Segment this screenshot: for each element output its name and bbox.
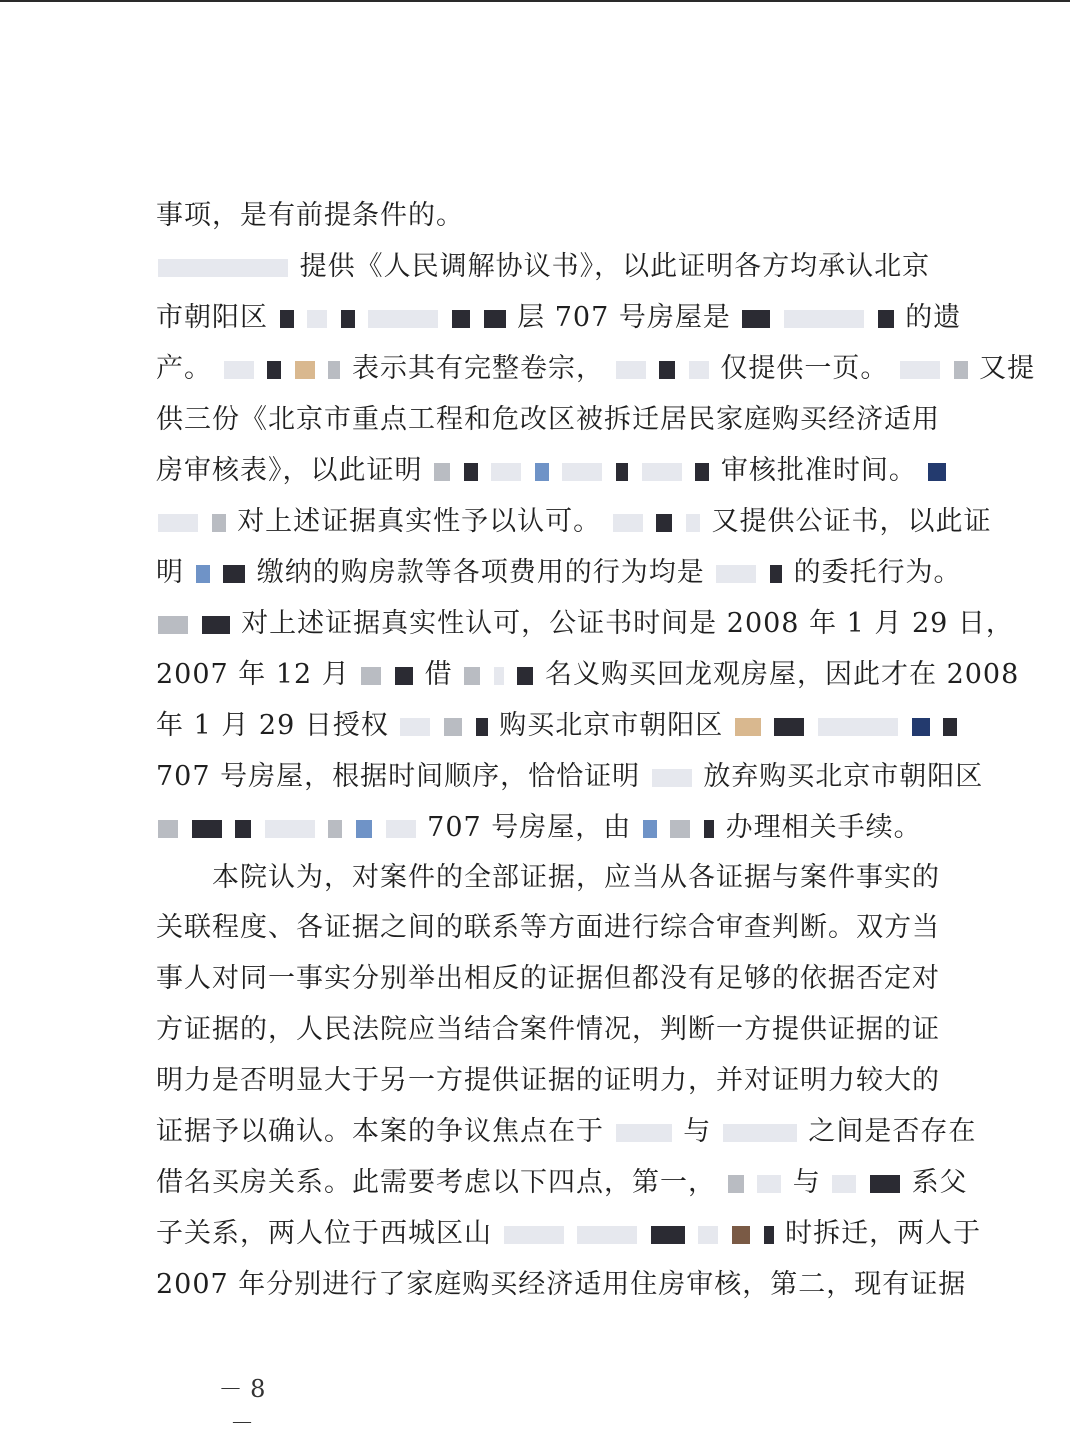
redaction-block — [613, 514, 643, 532]
redaction-block — [267, 361, 281, 379]
redaction-block — [535, 463, 549, 481]
redaction-block — [686, 514, 700, 532]
redaction-block — [616, 361, 646, 379]
text-line-22 — [156, 1265, 974, 1305]
text-segment: 年 1 月 29 日授权 — [156, 710, 389, 741]
redaction-block — [764, 1226, 774, 1244]
text-segment: 对上述证据真实性认可，公证书时间是 2008 年 1 月 29 日， — [241, 608, 1014, 639]
text-line-11 — [156, 706, 974, 746]
redaction-block — [434, 463, 450, 481]
text-segment: 办理相关手续。 — [725, 812, 922, 843]
text-line-9 — [156, 604, 1014, 644]
redaction-block — [476, 718, 488, 736]
text-line-19 — [156, 1112, 977, 1152]
redaction-block — [695, 463, 709, 481]
text-segment: 房审核表》，以此证明 — [156, 455, 423, 486]
text-line-3 — [156, 298, 974, 338]
redaction-block — [235, 820, 251, 838]
redaction-block — [158, 616, 188, 634]
redaction-block — [504, 1226, 564, 1244]
text-segment: 表示其有完整卷宗， — [351, 353, 604, 384]
text-segment: 产。 — [156, 353, 212, 384]
redaction-block — [735, 718, 761, 736]
text-line-21 — [156, 1214, 982, 1254]
text-line-16 — [156, 959, 974, 999]
redaction-block — [651, 1226, 685, 1244]
text-segment: 仅提供一页。 — [720, 353, 889, 384]
redaction-block — [616, 1124, 672, 1142]
redaction-block — [732, 1226, 750, 1244]
text-segment: 的委托行为。 — [793, 557, 962, 588]
text-segment: 本院认为，对案件的全部证据，应当从各证据与案件事实的 — [212, 862, 940, 893]
redaction-block — [452, 310, 470, 328]
redaction-block — [224, 361, 254, 379]
redaction-block — [912, 718, 930, 736]
redaction-block — [832, 1175, 856, 1193]
redaction-block — [656, 514, 672, 532]
text-line-4 — [156, 349, 1036, 389]
text-segment: 对上述证据真实性予以认可。 — [237, 506, 602, 537]
redaction-block — [223, 565, 245, 583]
text-segment: 的遗 — [905, 302, 962, 333]
redaction-block — [328, 820, 342, 838]
redaction-block — [784, 310, 864, 328]
text-segment: 系父 — [911, 1167, 968, 1198]
redaction-block — [774, 718, 804, 736]
text-segment: 关联程度、各证据之间的联系等方面进行综合审查判断。双方当 — [156, 912, 940, 943]
text-line-13 — [156, 808, 974, 848]
redaction-block — [341, 310, 355, 328]
text-segment: 借名买房关系。此需要考虑以下四点，第一， — [156, 1167, 716, 1198]
redaction-block — [670, 820, 690, 838]
text-line-10 — [156, 655, 1020, 695]
text-line-2 — [156, 247, 974, 287]
redaction-block — [494, 667, 504, 685]
redaction-block — [900, 361, 940, 379]
redaction-block — [280, 310, 294, 328]
text-line-17 — [156, 1010, 974, 1050]
redaction-block — [328, 361, 340, 379]
text-segment: 又提 — [979, 353, 1036, 384]
text-line-18 — [156, 1061, 974, 1101]
text-segment: 事人对同一事实分别举出相反的证据但都没有足够的依据否定对 — [156, 963, 940, 994]
redaction-block — [295, 361, 315, 379]
text-segment: 市朝阳区 — [156, 302, 268, 333]
text-segment: 子关系，两人位于西城区山 — [156, 1218, 492, 1249]
redaction-block — [642, 463, 682, 481]
redaction-block — [361, 667, 381, 685]
redaction-block — [689, 361, 709, 379]
text-segment: 审核批准时间。 — [720, 455, 917, 486]
text-segment: 购买北京市朝阳区 — [499, 710, 724, 741]
redaction-block — [723, 1124, 797, 1142]
redaction-block — [928, 463, 946, 481]
text-segment: 缴纳的购房款等各项费用的行为均是 — [256, 557, 705, 588]
redaction-block — [395, 667, 413, 685]
text-segment: 与 — [683, 1116, 712, 1147]
redaction-block — [716, 565, 756, 583]
text-segment: 明 — [156, 557, 184, 588]
text-segment: 2007 年 12 月 — [156, 659, 350, 690]
redaction-block — [464, 463, 478, 481]
redaction-block — [307, 310, 327, 328]
redaction-block — [158, 820, 178, 838]
redaction-block — [464, 667, 480, 685]
redaction-block — [757, 1175, 781, 1193]
redaction-block — [158, 514, 198, 532]
redaction-block — [386, 820, 416, 838]
redaction-block — [444, 718, 462, 736]
redaction-block — [368, 310, 438, 328]
text-line-14 — [212, 858, 974, 898]
redaction-block — [870, 1175, 900, 1193]
text-line-12 — [156, 757, 984, 797]
redaction-block — [698, 1226, 718, 1244]
text-segment: 供三份《北京市重点工程和危改区被拆迁居民家庭购买经济适用 — [156, 404, 940, 435]
redaction-block — [577, 1226, 637, 1244]
redaction-block — [517, 667, 533, 685]
text-segment: 2007 年分别进行了家庭购买经济适用住房审核，第二，现有证据 — [156, 1269, 967, 1300]
redaction-block — [742, 310, 770, 328]
redaction-block — [943, 718, 957, 736]
redaction-block — [728, 1175, 744, 1193]
redaction-block — [400, 718, 430, 736]
text-segment: 时拆迁，两人于 — [785, 1218, 982, 1249]
text-line-5 — [156, 400, 974, 440]
redaction-block — [484, 310, 506, 328]
page-number: － 8 － — [218, 1375, 266, 1437]
text-segment: 方证据的，人民法院应当结合案件情况，判断一方提供证据的证 — [156, 1014, 940, 1045]
redaction-block — [878, 310, 894, 328]
text-segment: 层 707 号房屋是 — [517, 302, 731, 333]
redaction-block — [202, 616, 230, 634]
text-segment: 名义购买回龙观房屋，因此才在 2008 — [544, 659, 1020, 690]
text-segment: 与 — [792, 1167, 821, 1198]
redaction-block — [158, 259, 288, 277]
redaction-block — [770, 565, 782, 583]
text-segment: 之间是否存在 — [808, 1116, 977, 1147]
redaction-block — [562, 463, 602, 481]
text-line-1 — [156, 196, 974, 236]
text-segment: 707 号房屋，由 — [427, 812, 632, 843]
text-line-6 — [156, 451, 974, 491]
redaction-block — [356, 820, 372, 838]
redaction-block — [212, 514, 226, 532]
text-segment: 又提供公证书，以此证 — [711, 506, 992, 537]
text-line-7 — [156, 502, 992, 542]
text-segment: 证据予以确认。本案的争议焦点在于 — [156, 1116, 604, 1147]
text-line-20 — [156, 1163, 974, 1203]
text-segment: 707 号房屋，根据时间顺序，恰恰证明 — [156, 761, 641, 792]
text-line-15 — [156, 908, 974, 948]
redaction-block — [491, 463, 521, 481]
text-segment: 放弃购买北京市朝阳区 — [703, 761, 984, 792]
text-segment: 明力是否明显大于另一方提供证据的证明力，并对证明力较大的 — [156, 1065, 940, 1096]
text-segment: 借 — [424, 659, 453, 690]
redaction-block — [196, 565, 210, 583]
redaction-block — [704, 820, 714, 838]
redaction-block — [954, 361, 968, 379]
redaction-block — [265, 820, 315, 838]
redaction-block — [192, 820, 222, 838]
redaction-block — [616, 463, 628, 481]
redaction-block — [659, 361, 675, 379]
text-segment: 事项，是有前提条件的。 — [156, 200, 464, 231]
text-segment: 提供《人民调解协议书》，以此证明各方均承认北京 — [299, 251, 931, 282]
redaction-block — [643, 820, 657, 838]
redaction-block — [818, 718, 898, 736]
text-line-8 — [156, 553, 974, 593]
redaction-block — [652, 769, 692, 787]
